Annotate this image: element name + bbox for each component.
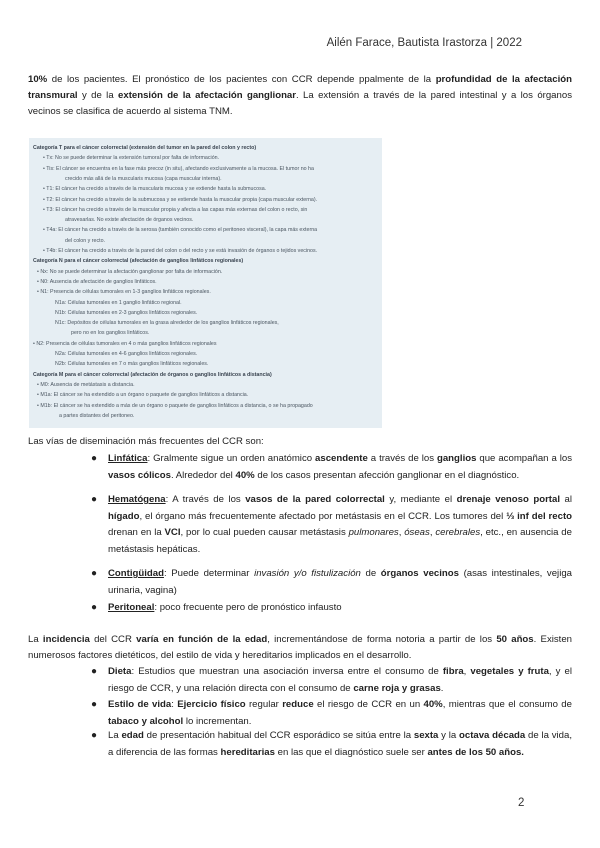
figure-line: • N0: Ausencia de afectación de ganglios linfáticos. xyxy=(37,278,157,285)
list-item xyxy=(91,664,572,697)
figure-line: pero no en los ganglios linfáticos. xyxy=(71,330,150,337)
list-item xyxy=(91,728,572,761)
list-item-text: Peritoneal: poco frecuente pero de pronóstico infausto xyxy=(108,602,342,613)
list-item-text: Dieta: Estudios que muestran una asociación inversa entre el consumo de fibra, vegetales y fruta, y el riesgo de CCR, y una relación directa con el consumo de carne roja y grasas. xyxy=(108,666,572,694)
figure-line: • M1a: El cáncer se ha extendido a un órgano o paquete de ganglios linfáticos a distancia. xyxy=(37,392,249,399)
figure-line: N2b: Células tumorales en 7 o más ganglios linfáticos regionales. xyxy=(55,361,209,368)
bullet-icon: ● xyxy=(91,453,98,464)
figure-line: • N2: Presencia de células tumorales en 4 o más ganglios linfáticos regionales xyxy=(33,340,217,347)
figure-line: • Nx: No se puede determinar la afectación ganglionar por falta de información. xyxy=(37,268,223,275)
incidencia-paragraph: La incidencia del CCR varía en función de la edad, incrementándose de forma notoria a partir de los 50 años. Existen numerosos factores dietéticos, del estilo de vida y hereditarios implicados en el desarrollo. xyxy=(28,634,573,661)
bullet-icon: ● xyxy=(91,730,98,741)
figure-line: crecido más allá de la muscularis mucosa (capa muscular interna). xyxy=(65,175,222,182)
figure-line: N1a: Células tumorales en 1 ganglio linfático regional. xyxy=(55,299,182,306)
figure-line: N1b: Células tumorales en 2-3 ganglios linfáticos regionales. xyxy=(55,309,198,316)
figure-line: • T4a: El cáncer ha crecido a través de la serosa (también conocido como el peritoneo visceral), la capa más externa xyxy=(43,227,318,234)
figure-line: N1c: Depósitos de células tumorales en la grasa alrededor de los ganglios linfáticos regionales, xyxy=(55,320,279,327)
figure-line: • Tx: No se puede determinar la extensión tumoral por falta de información. xyxy=(43,155,220,162)
figure-line: N2a: Células tumorales en 4-6 ganglios linfáticos regionales. xyxy=(55,351,198,357)
figure-line: atravesarlas. No existe afectación de órganos vecinos. xyxy=(65,217,194,224)
figure-line: Categoría M para el cáncer colorrectal (afectación de órganos o ganglios linfáticos a distancia) xyxy=(33,371,272,378)
bullet-icon: ● xyxy=(91,699,98,710)
page-header: Ailén Farace, Bautista Irastorza | 2022 xyxy=(326,37,522,49)
figure-line: • N1: Presencia de células tumorales en 1-3 ganglios linfáticos regionales. xyxy=(37,289,211,296)
figure-line: del colon y recto. xyxy=(65,237,106,244)
bullet-icon: ● xyxy=(91,666,98,677)
figure-line: • T3: El cáncer ha crecido a través de la muscular propia y afecta a las capas más externas del colon o recto, sin xyxy=(43,206,308,213)
bullet-icon: ● xyxy=(91,494,98,505)
list-item xyxy=(91,492,572,558)
page-number: 2 xyxy=(518,797,525,809)
figure-line: Categoría N para el cáncer colorrectal (afectación de ganglios linfáticos regionales) xyxy=(33,258,244,265)
list-item-text: Estilo de vida: Ejercicio físico regular reduce el riesgo de CCR en un 40%, mientras que el consumo de tabaco y alcohol lo incrementan. xyxy=(108,699,572,727)
bullet-icon: ● xyxy=(91,568,98,579)
diseminacion-title: Las vías de diseminación más frecuentes del CCR son: xyxy=(28,436,264,447)
list-item-text: Hematógena: A través de los vasos de la pared colorrectal y, mediante el drenaje venoso portal al hígado, el órgano más frecuentemente afectado por metástasis en el CCR. Los tumores del ⅓ inf del recto drenan en la VCI, por lo cual pueden causar metástasis pulmonares, óseas, cerebrales, etc., en ausencia de metástasis hepáticas. xyxy=(108,494,572,555)
list-item xyxy=(91,451,572,484)
figure-line: • M0: Ausencia de metástasis a distancia. xyxy=(37,381,135,388)
list-item-text: La edad de presentación habitual del CCR esporádico se sitúa entre la sexta y la octava década de la vida, a diferencia de las formas hereditarias en las que el diagnóstico suele ser antes de los 50 años. xyxy=(108,730,572,758)
intro-paragraph: 10% de los pacientes. El pronóstico de los pacientes con CCR depende ppalmente de la profundidad de la afectación transmural y de la extensión de la afectación ganglionar. La extensión a través de la pared intestinal y a los órganos vecinos se clasifica de acuerdo al sistema TNM. xyxy=(28,74,572,117)
list-item xyxy=(91,600,572,617)
list-item-text: Contigüidad: Puede determinar invasión y/o fistulización de órganos vecinos (asas intestinales, vejiga urinaria, vagina) xyxy=(108,568,572,596)
figure-line: • T2: El cáncer ha crecido a través de la submucosa y se extiende hasta la muscular propia (capa muscular externa). xyxy=(43,196,318,203)
figure-line: • T1: El cáncer ha crecido a través de la muscularis mucosa y se extiende hasta la submucosa. xyxy=(43,186,267,193)
figure-line: • T4b: El cáncer ha crecido a través de la pared del colon o del recto y se está invasión de órganos o tejidos vecinos. xyxy=(43,248,318,254)
tnm-classification-figure xyxy=(29,138,382,428)
figure-line: • M1b: El cáncer se ha extendido a más de un órgano o paquete de ganglios linfáticos a distancia, o se ha propagado xyxy=(37,402,313,409)
list-item-text: Linfática: Gralmente sigue un orden anatómico ascendente a través de los ganglios que acompañan a los vasos cólicos. Alrededor del 40% de los casos presentan afección ganglionar en el diagnóstico. xyxy=(108,453,572,481)
list-item xyxy=(91,697,572,730)
figure-line: a partes distantes del peritoneo. xyxy=(59,412,135,419)
bullet-icon: ● xyxy=(91,602,98,613)
list-item xyxy=(91,566,572,599)
figure-line: Categoría T para el cáncer colorrectal (extensión del tumor en la pared del colon y recto) xyxy=(33,145,257,151)
figure-line: • Tis: El cáncer se encuentra en la fase más precoz (in situ), afectando exclusivamente a la mucosa. El tumor no ha xyxy=(43,165,314,172)
